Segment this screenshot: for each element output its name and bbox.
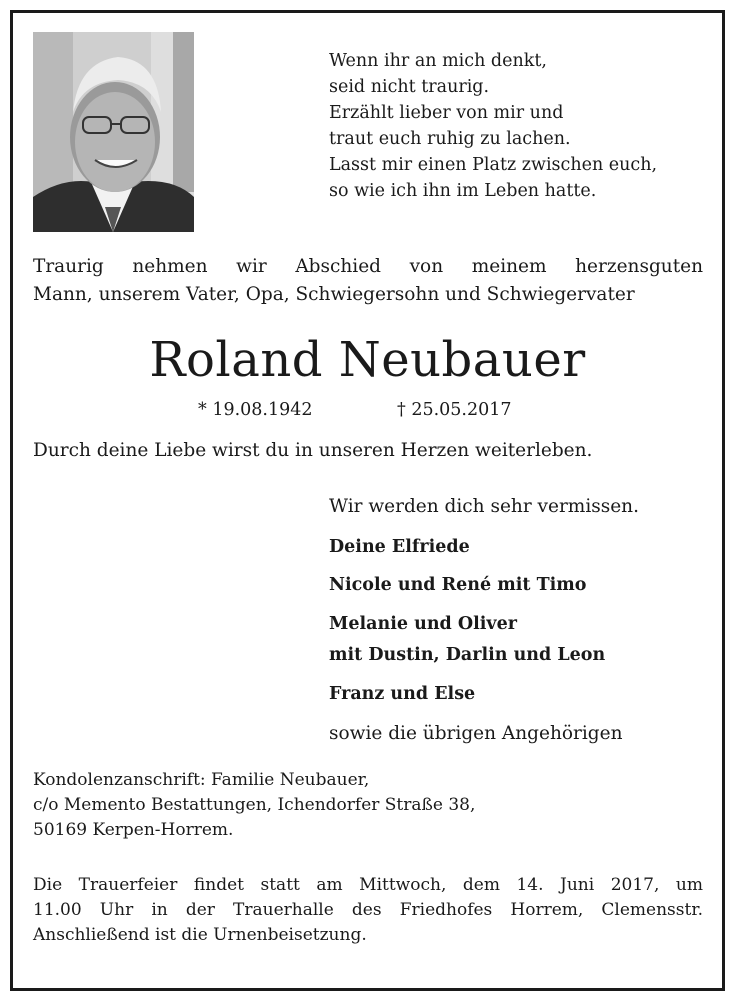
address-line: Kondolenzanschrift: Familie Neubauer, xyxy=(33,770,370,790)
memorial-poem xyxy=(329,48,709,204)
poem-line: Lasst mir einen Platz zwischen euch, xyxy=(329,155,658,175)
poem-line: Wenn ihr an mich denkt, xyxy=(329,51,547,71)
death-date: † 25.05.2017 xyxy=(397,400,512,420)
address-line: c/o Memento Bestattungen, Ichendorfer Straße 38, xyxy=(33,795,476,815)
ceremony-line: Anschließend ist die Urnenbeisetzung. xyxy=(33,925,367,945)
intro-line: Mann, unserem Vater, Opa, Schwiegersohn und Schwiegervater xyxy=(33,284,635,305)
farewell-intro xyxy=(33,253,703,309)
poem-line: seid nicht traurig. xyxy=(329,77,490,97)
family-member: Franz und Else xyxy=(329,684,476,704)
poem-line: so wie ich ihn im Leben hatte. xyxy=(329,181,597,201)
family-member: Nicole und René mit Timo xyxy=(329,575,587,595)
family-member: mit Dustin, Darlin und Leon xyxy=(329,645,606,665)
memorial-motto: Durch deine Liebe wirst du in unseren Herzen weiterleben. xyxy=(33,440,593,461)
condolence-address xyxy=(33,768,475,843)
address-line: 50169 Kerpen-Horrem. xyxy=(33,820,234,840)
family-closing: sowie die übrigen Angehörigen xyxy=(329,723,623,744)
deceased-name: Roland Neubauer xyxy=(149,332,586,388)
funeral-details xyxy=(33,873,703,948)
ceremony-line: Die Trauerfeier findet statt am Mittwoch, dem 14. Juni 2017, um xyxy=(33,875,703,895)
family-member: Melanie und Oliver xyxy=(329,614,517,634)
portrait-image xyxy=(33,32,194,232)
birth-date: * 19.08.1942 xyxy=(198,400,313,420)
intro-line: Traurig nehmen wir Abschied von meinem herzensguten xyxy=(33,256,703,277)
family-member: Deine Elfriede xyxy=(329,537,470,557)
poem-line: traut euch ruhig zu lachen. xyxy=(329,129,571,149)
poem-line: Erzählt lieber von mir und xyxy=(329,103,564,123)
ceremony-line: 11.00 Uhr in der Trauerhalle des Friedhofes Horrem, Clemensstr. xyxy=(33,900,703,920)
portrait-photo xyxy=(33,32,194,232)
family-intro: Wir werden dich sehr vermissen. xyxy=(329,496,639,517)
